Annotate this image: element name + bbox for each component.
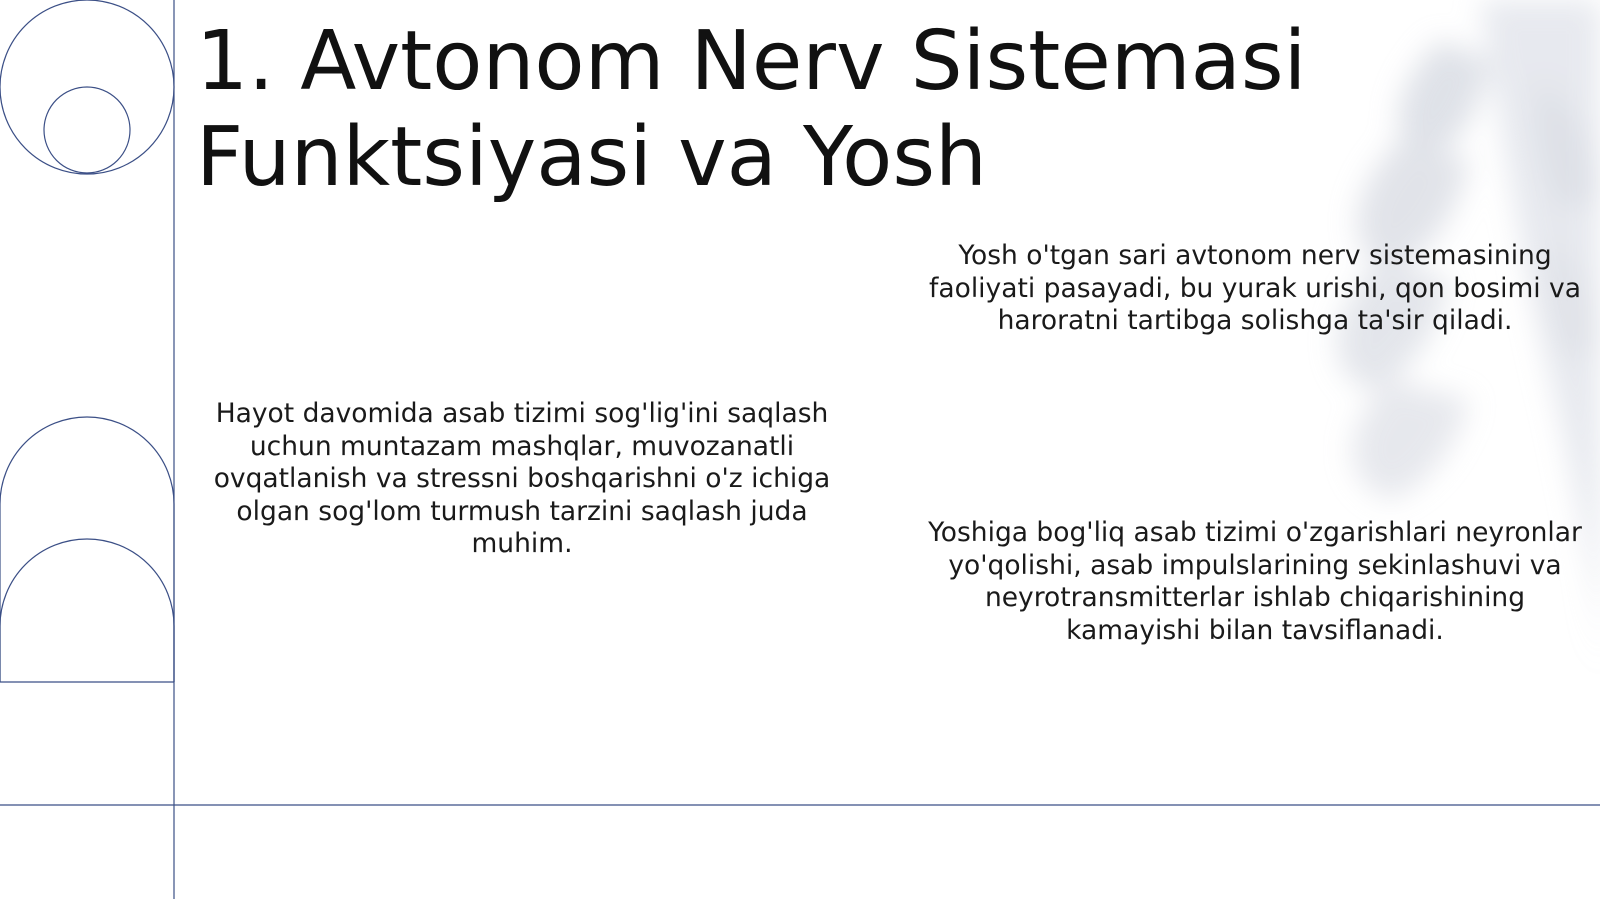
slide-title	[196, 14, 1396, 206]
slide-title-line-1: 1. Avtonom Nerv Sistemasi	[196, 14, 1307, 109]
paragraph-top-right: Yosh o'tgan sari avtonom nerv sistemasining faoliyati pasayadi, bu yurak urishi, qon bosimi va haroratni tartibga solishga ta'sir qiladi.	[929, 240, 1581, 336]
paragraph-bottom-right: Yoshiga bog'liq asab tizimi o'zgarishlari neyronlar yo'qolishi, asab impulslarining sekinlashuvi va neyrotransmitterlar ishlab chiqarishining kamayishi bilan tavsiflanadi.	[928, 517, 1582, 646]
slide-title-line-2: Funktsiyasi va Yosh	[196, 110, 988, 205]
paragraph-left: Hayot davomida asab tizimi sog'lig'ini saqlash uchun muntazam mashqlar, muvozanatli ovqatlanish va stressni boshqarishni o'z ichiga olgan sog'lom turmush tarzini saqlash juda muhim.	[213, 398, 831, 559]
